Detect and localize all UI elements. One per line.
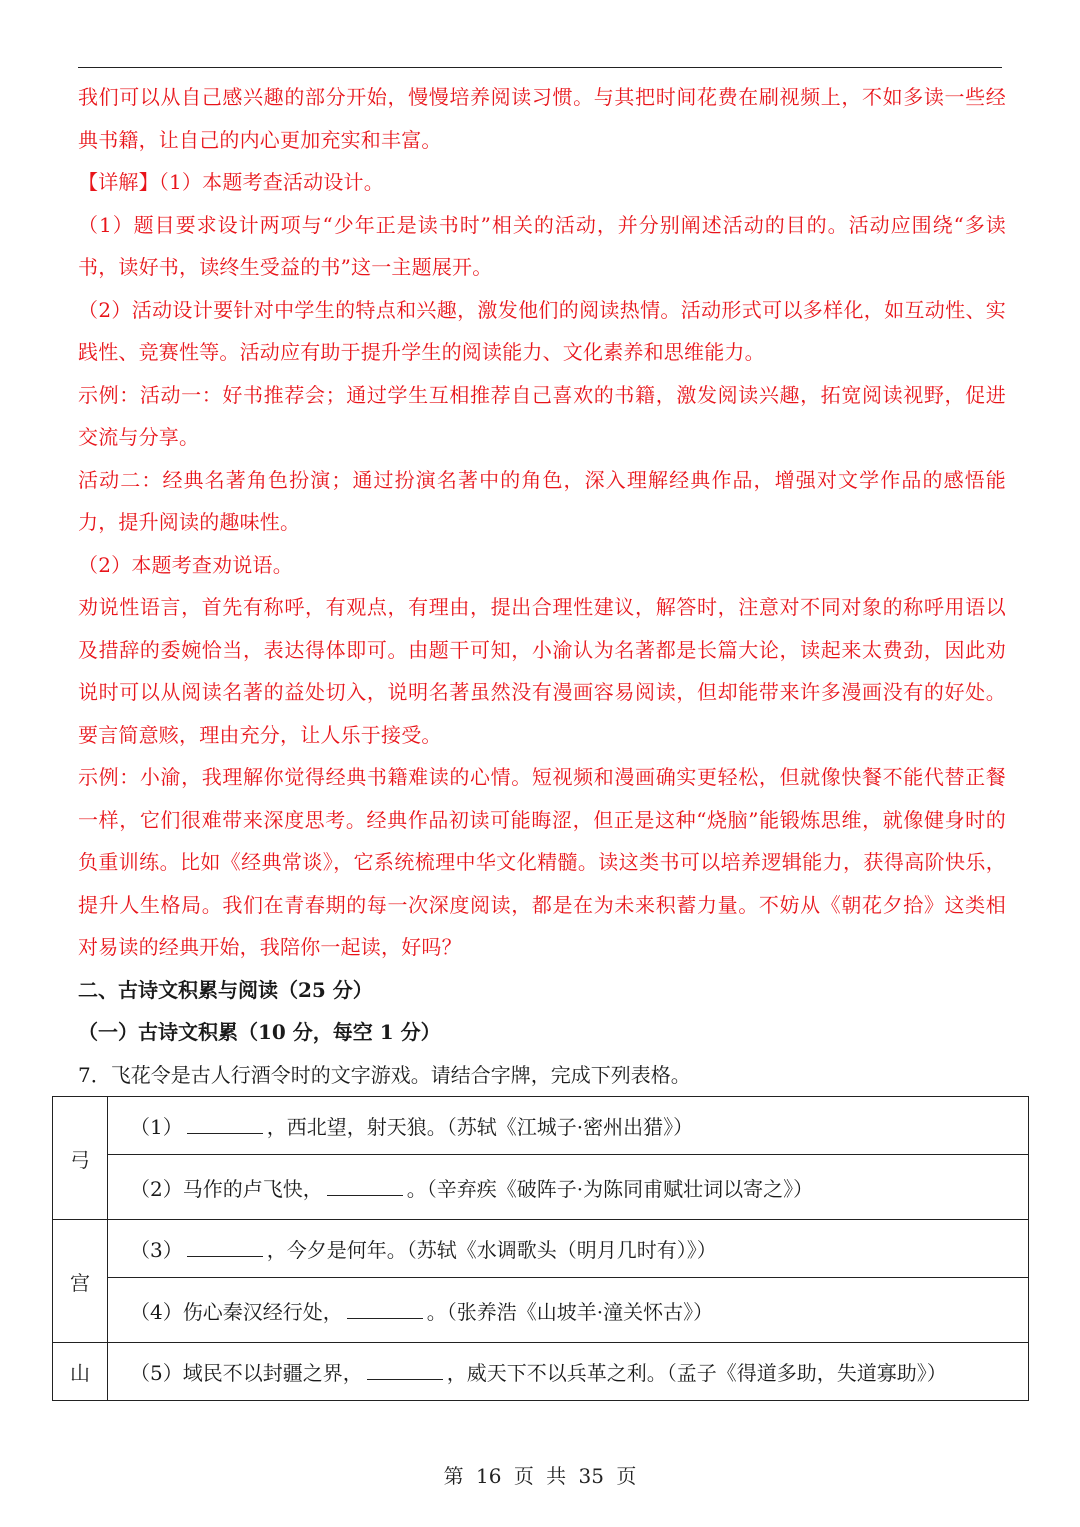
table-row (53, 1097, 1029, 1155)
line-suffix: 。（张养浩《山坡羊·潼关怀古》） (426, 1299, 714, 1324)
table-row (53, 1155, 1029, 1220)
table-row (53, 1343, 1029, 1401)
fill-blank[interactable] (347, 1300, 423, 1319)
table-cell (108, 1343, 1029, 1401)
subsection-heading: （一）古诗文积累（10 分，每空 1 分） (78, 1020, 441, 1044)
fill-blank[interactable] (187, 1238, 263, 1257)
line-prefix: （1） (130, 1115, 183, 1139)
line-prefix: （2）马作的卢飞快， (130, 1176, 323, 1201)
answer-paragraph: 我们可以从自己感兴趣的部分开始，慢慢培养阅读习惯。与其把时间花费在刷视频上，不如多读一些经典书籍，让自己的内心更加充实和丰富。 (78, 85, 1006, 152)
answer-paragraph: 示例：活动一：好书推荐会；通过学生互相推荐自己喜欢的书籍，激发阅读兴趣，拓宽阅读视野，促进交流与分享。 (78, 382, 1006, 449)
answer-paragraph: （2）活动设计要针对中学生的特点和兴趣，激发他们的阅读热情。活动形式可以多样化，如互动性、实践性、竞赛性等。活动应有助于提升学生的阅读能力、文化素养和思维能力。 (78, 297, 1006, 364)
line-suffix: 。（辛弃疾《破阵子·为陈同甫赋壮词以寄之》） (406, 1176, 814, 1201)
line-suffix: ，威天下不以兵革之利。（孟子《得道多助，失道寡助》） (446, 1361, 947, 1385)
fill-blank[interactable] (327, 1177, 403, 1196)
table-row (53, 1220, 1029, 1278)
question-7: 7．飞花令是古人行酒令时的文字游戏。请结合字牌，完成下列表格。 (78, 1062, 691, 1087)
answer-paragraph: （2）本题考查劝说语。 (78, 552, 293, 577)
table-row (53, 1278, 1029, 1343)
table-cell (108, 1097, 1029, 1155)
header-rule (78, 67, 1002, 68)
fill-blank[interactable] (187, 1115, 263, 1134)
table-cell (108, 1278, 1029, 1343)
page-content (78, 76, 1006, 1096)
line-prefix: （3） (130, 1238, 183, 1262)
section-heading: 二、古诗文积累与阅读（25 分） (78, 977, 373, 1002)
answer-paragraph: 活动二：经典名著角色扮演；通过扮演名著中的角色，深入理解经典作品，增强对文学作品的感悟能力，提升阅读的趣味性。 (78, 467, 1006, 534)
line-suffix: ，今夕是何年。（苏轼《水调歌头（明月几时有）》） (266, 1238, 717, 1262)
line-suffix: ，西北望，射天狼。（苏轼《江城子·密州出猎》） (266, 1115, 694, 1139)
line-prefix: （4）伤心秦汉经行处， (130, 1299, 343, 1324)
fill-blank[interactable] (367, 1361, 443, 1380)
feihualing-table (52, 1096, 1029, 1401)
word-card-char: 弓 (53, 1097, 108, 1220)
answer-paragraph: 劝说性语言，首先有称呼，有观点，有理由，提出合理性建议，解答时，注意对不同对象的称呼用语以及措辞的委婉恰当，表达得体即可。由题干可知，小渝认为名著都是长篇大论，读起来太费劲，因此劝说时可以从阅读名著的益处切入，说明名著虽然没有漫画容易阅读，但却能带来许多漫画没有的好处。要言简意赅，理由充分，让人乐于接受。 (78, 595, 1006, 747)
word-card-char: 山 (53, 1343, 108, 1401)
page-footer: 第 16 页 共 35 页 (443, 1464, 637, 1488)
table-cell (108, 1220, 1029, 1278)
word-card-char: 宫 (53, 1220, 108, 1343)
table-cell (108, 1155, 1029, 1220)
answer-paragraph: （1）题目要求设计两项与“少年正是读书时”相关的活动，并分别阐述活动的目的。活动应围绕“多读书，读好书，读终生受益的书”这一主题展开。 (78, 212, 1006, 279)
line-prefix: （5）域民不以封疆之界， (130, 1361, 363, 1385)
answer-paragraph: 示例：小渝，我理解你觉得经典书籍难读的心情。短视频和漫画确实更轻松，但就像快餐不能代替正餐一样，它们很难带来深度思考。经典作品初读可能晦涩，但正是这种“烧脑”能锻炼思维，就像健身时的负重训练。比如《经典常谈》，它系统梳理中华文化精髓。读这类书可以培养逻辑能力，获得高阶快乐，提升人生格局。我们在青春期的每一次深度阅读，都是在为未来积蓄力量。不妨从《朝花夕拾》这类相对易读的经典开始，我陪你一起读，好吗？ (78, 765, 1006, 959)
answer-paragraph: 【详解】（1）本题考查活动设计。 (78, 170, 384, 194)
